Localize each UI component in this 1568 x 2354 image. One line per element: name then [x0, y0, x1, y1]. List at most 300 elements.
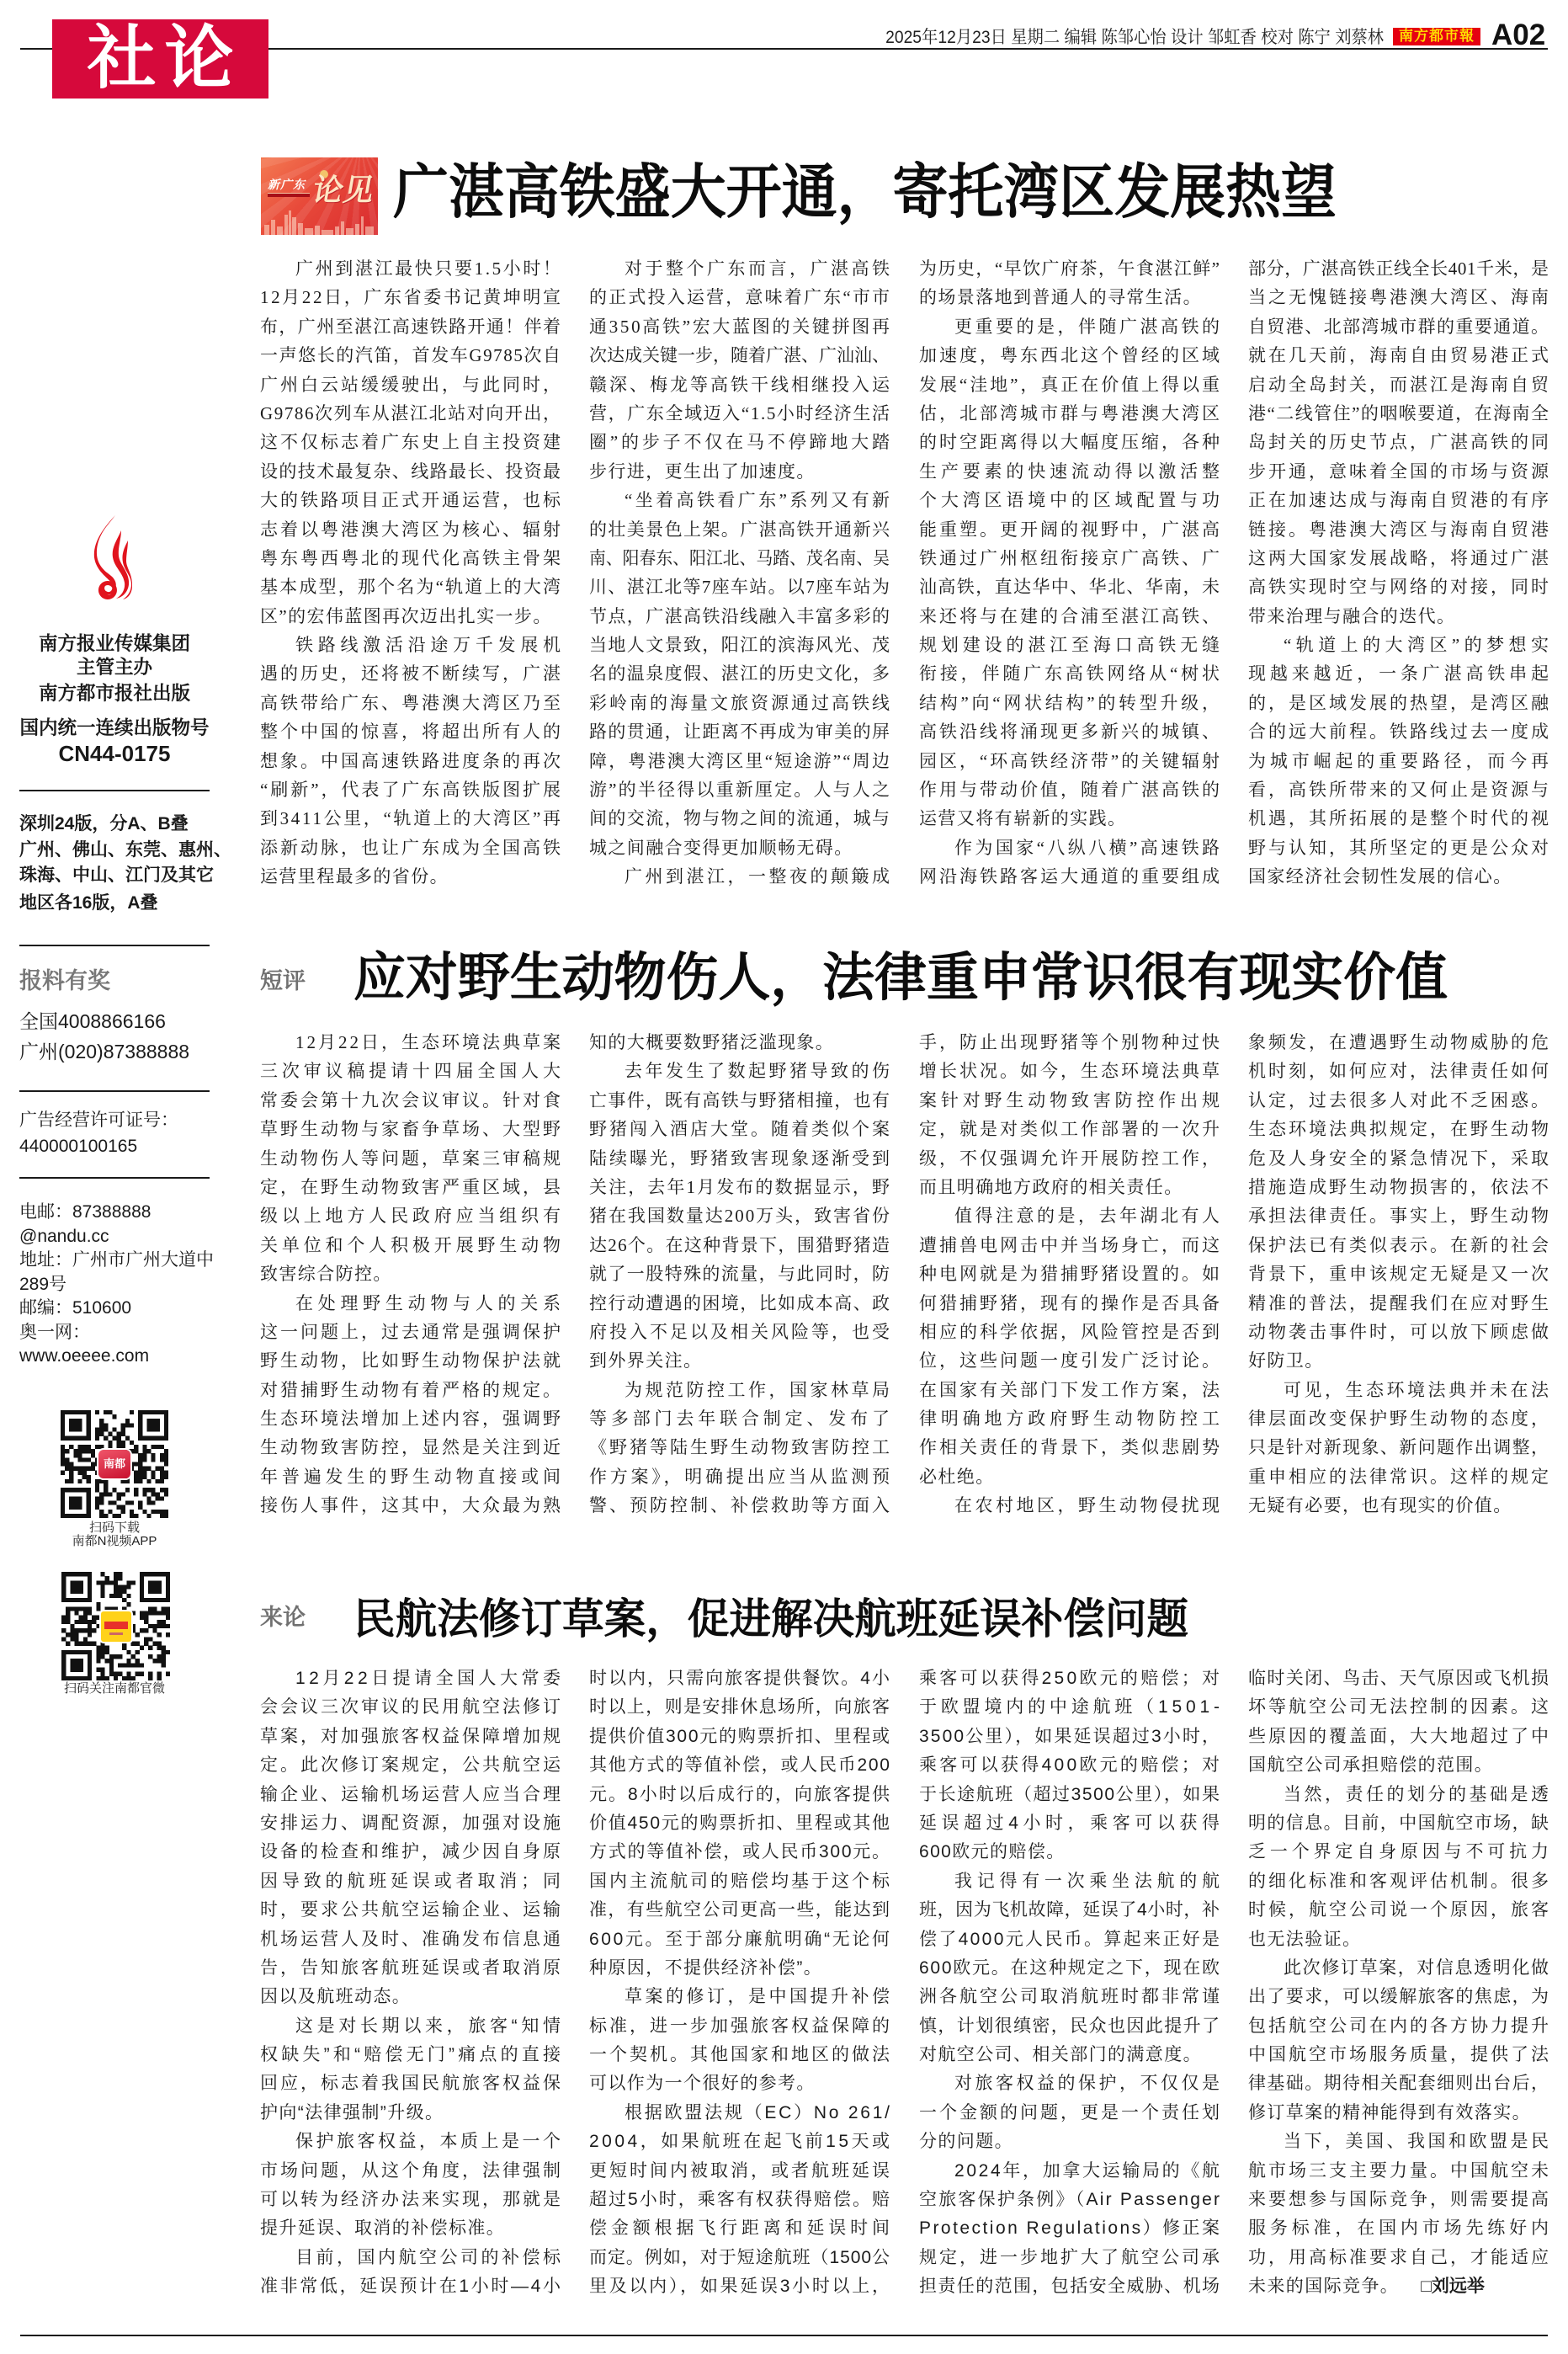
text-line: 间的交流，物与物之间的流通，城与 [589, 808, 891, 829]
text-line: 空旅客保护条例》（Air Passenger [919, 2190, 1222, 2210]
text-line: 标准，进一步加强旅客权益保障的 [589, 2016, 892, 2036]
text-line: 我记得有一次乘坐法航的航 [954, 1871, 1225, 1891]
text-line: 这一问题上，过去通常是强调保护 [260, 1321, 563, 1342]
text-line: 600欧元的赔偿。 [919, 1842, 1066, 1862]
publisher-line: 主管主办 [76, 657, 152, 678]
text-line: 律基础。期待相关配套细则出台后， [1248, 2074, 1550, 2094]
text-line: 时候，航空公司说一个原因，旅客 [1248, 1900, 1551, 1920]
text-line: 估，北部湾城市群与粤港澳大湾区 [919, 402, 1222, 423]
text-line: 来要想参与国际竞争，则需要提高 [1248, 2190, 1551, 2210]
text-line: 于长途航班（超过3500公里），如果 [919, 1784, 1221, 1804]
column-kicker: 短评 [260, 968, 306, 993]
text-line: 亡事件，既有高铁与野猪相撞，也有 [589, 1089, 891, 1110]
text-line: 12月22日提请全国人大常委 [295, 1669, 565, 1688]
column-kicker: 来论 [260, 1605, 306, 1630]
text-line: 相应的科学依据，风险管控是否到 [919, 1321, 1222, 1342]
text-line: 野猪闯入酒店大堂。随着类似个案 [589, 1119, 892, 1140]
text-line: 偿金额根据飞行距离和延误时间 [589, 2218, 894, 2239]
text-line: 的细化标准和客观评估机制。很多 [1248, 1871, 1551, 1891]
contact-email-domain[interactable]: @nandu.cc [19, 1226, 109, 1246]
text-line: 高铁沿线将涌现更多新兴的城镇、 [919, 722, 1222, 743]
tipline-national[interactable]: 全国4008866166 [19, 1010, 166, 1032]
text-line: 设的技术最复杂、线路最长、投资最 [260, 461, 562, 482]
text-line: 作为国家“八纵八横”高速铁路 [954, 837, 1223, 858]
text-line: 何猎捕野猪，现有的操作是否具备 [919, 1292, 1222, 1313]
text-line: 广州到湛江，一整夜的颠簸成 [625, 866, 893, 887]
text-line: 此次修订草案，对信息透明化做 [1284, 1957, 1550, 1978]
text-line: 运营又将有崭新的实践。 [919, 808, 1127, 829]
text-line: 其他方式的等值补偿，或人民币200 [589, 1755, 891, 1776]
text-line: “轨道上的大湾区”的梦想实 [1284, 635, 1554, 656]
text-line: 对于整个广东而言，广湛高铁 [625, 258, 893, 279]
nandu-weibo-icon [101, 1611, 131, 1642]
text-line: 准，有些航空公司更高一些，能达到 [589, 1900, 891, 1920]
text-line: 偿了4000元人民币。算起来正好是 [919, 1929, 1222, 1949]
text-line: 价值450元的购票折扣、里程或其他 [589, 1813, 891, 1833]
text-line: 航市场三支主要力量。中国航空未 [1248, 2160, 1551, 2181]
article-column [260, 1028, 566, 1521]
text-line: 些原因的覆盖面，大大地超过了中 [1248, 1726, 1551, 1746]
text-line: 定，在野生动物致害严重区域，县 [260, 1176, 563, 1197]
text-line: 城之间融合变得更加顺畅无碍。 [589, 837, 853, 858]
text-line: 关注，去年1月发布的数据显示，野 [589, 1176, 892, 1197]
article-column [919, 1028, 1224, 1521]
text-line: 权缺失”和“赔偿无门”痛点的直接 [260, 2045, 565, 2065]
text-line: 只是针对新现象、新问题作出调整， [1248, 1437, 1550, 1458]
text-line: 关单位和个人积极开展野生动物 [260, 1234, 565, 1255]
badge-ribbon-icon [268, 193, 310, 197]
text-line: 回应，标志着我国民航旅客权益保 [260, 2074, 563, 2094]
text-line: 看，高铁所带来的又何止是资源与 [1248, 780, 1551, 801]
contact-website-label: 奥一网： [19, 1322, 90, 1342]
text-line: “坐着高铁看广东”系列又有新 [625, 490, 893, 511]
text-line: 象频发，在遭遇野生动物威胁的危 [1248, 1032, 1551, 1052]
text-line: 赣深、梅龙等高铁干线相继投入运 [589, 374, 892, 395]
text-line: 彩岭南的海量文旅资源通过高铁线 [589, 692, 892, 713]
text-line: 节点，广湛高铁沿线融入丰富多彩的 [589, 605, 891, 626]
text-line: 2024年，加拿大运输局的《航 [954, 2160, 1222, 2181]
text-line: “刷新”，代表了广东高铁版图扩展 [260, 780, 563, 801]
text-line: 陆续曝光，野猪致害现象逐渐受到 [589, 1148, 892, 1169]
text-line: 生动物伤人等问题，草案三审稿规 [260, 1148, 563, 1169]
text-line: 背景下，重申该规定无疑是又一次 [1248, 1264, 1551, 1285]
sidebar-divider [19, 790, 210, 791]
article-column [1248, 1664, 1553, 2302]
ad-license-number: 440000100165 [19, 1137, 138, 1156]
text-line: 超过5小时，乘客有权获得赔偿。赔 [589, 2190, 892, 2210]
text-line: 大的铁路项目正式开通运营，也标 [260, 490, 563, 511]
text-line: 班，因为飞机故障，延误了4小时，补 [919, 1900, 1220, 1920]
text-line: 可见，生态环境法典并未在法 [1284, 1379, 1552, 1400]
text-line: 里及以内），如果延误3小时以上， [589, 2277, 892, 2297]
sidebar-divider [19, 1090, 210, 1092]
text-line: 提升延误、取消的补偿标准。 [260, 2218, 506, 2239]
text-line: 更重要的是，伴随广湛高铁的 [954, 316, 1223, 337]
tipline-title: 报料有奖 [19, 968, 110, 993]
article-title: 民航法修订草案，促进解决航班延误补偿问题 [353, 1595, 1188, 1643]
text-line: 会会议三次审议的民用航空法修订 [260, 1697, 563, 1718]
text-line: 级以上地方人民政府应当组织有 [260, 1206, 565, 1227]
text-line: 时，要求公共航空运输企业、运输 [260, 1900, 563, 1920]
text-line: 生态环境法增加上述内容，强调野 [260, 1409, 563, 1430]
text-line: 整个中国的惊喜，将超出所有人的 [260, 722, 563, 743]
text-line: 值得注意的是，去年湖北有人 [954, 1206, 1223, 1227]
edition-line: 地区各16版，A叠 [19, 893, 158, 913]
text-line: 修订草案的精神能得到有效落实。 [1248, 2102, 1531, 2122]
text-line: 知的大概要数野猪泛滥现象。 [589, 1032, 835, 1052]
text-line: 当下，美国、我国和欧盟是民 [1284, 2132, 1552, 2152]
text-line: 能重塑。更开阔的视野中，广湛高 [919, 519, 1222, 540]
text-line: 认定，过去很多人对此不乏困惑。 [1248, 1089, 1551, 1110]
text-line: 个大湾区语境中的区域配置与功 [919, 490, 1224, 511]
text-line: 定。此次修订案规定，公共航空运 [260, 1755, 563, 1776]
text-line: 在农村地区，野生动物侵扰现 [954, 1495, 1223, 1516]
text-line: 名的温泉度假、湛江的历史文化，多 [589, 663, 891, 684]
text-line: 分的问题。 [919, 2132, 1013, 2152]
text-line: 一声悠长的汽笛，首发车G9785次自 [260, 345, 562, 366]
article-title: 广湛高铁盛大开通，寄托湾区发展热望 [393, 159, 1337, 225]
article-title: 应对野生动物伤人，法律重申常识很有现实价值 [353, 949, 1448, 1007]
text-line: 接伤人事件，这其中，大众最为熟 [260, 1495, 563, 1516]
text-line: 对猎捕野生动物有着严格的规定。 [260, 1379, 563, 1400]
text-line: 延误超过4小时，乘客可以获得 [919, 1813, 1225, 1833]
text-line: 市场问题，从这个角度，法律强制 [260, 2160, 563, 2181]
text-line: 3500公里），如果延误超过3小时， [919, 1726, 1222, 1746]
text-line: 就了一股特殊的流量，与此同时，防 [589, 1264, 891, 1285]
text-line: 国航空公司承担赔偿的范围。 [1248, 1755, 1494, 1776]
qr-caption-line: 扫码关注南都官微 [63, 1681, 165, 1696]
text-line: 为历史，“早饮广府茶，午食湛江鲜” [919, 258, 1221, 279]
article-column [1248, 254, 1554, 892]
text-line: 在国家有关部门下发工作方案，法 [919, 1379, 1222, 1400]
text-line: 高铁实现时空与网络的对接，同时 [1248, 577, 1551, 598]
ad-license-label: 广告经营许可证号： [19, 1110, 178, 1130]
text-line: 铁通过广州枢纽衔接京广高铁、广 [919, 547, 1222, 568]
article-column [919, 254, 1224, 892]
text-line: 而定。例如，对于短途航班（1500公 [589, 2247, 890, 2267]
text-line: 这两大国家发展战略，将通过广湛 [1248, 547, 1551, 568]
text-line: 启动全岛封关，而湛江是海南自贸 [1248, 374, 1551, 395]
text-line: 措施造成野生动物损害的，依法不 [1248, 1176, 1551, 1197]
text-line: 结构”向“网状结构”的转型升级， [919, 692, 1223, 713]
paper-logo: 南方都市報 [1393, 28, 1480, 45]
text-line: G9786次列车从湛江北站对向开出， [260, 402, 562, 423]
text-line: 生产要素的快速流动得以激活整 [919, 461, 1224, 482]
text-line: 增长状况。如今，生态环境法典草 [919, 1061, 1222, 1082]
text-line: 案针对野生动物致害防控作出规 [919, 1089, 1224, 1110]
text-line: 链接。粤港澳大湾区与海南自贸港 [1248, 519, 1551, 540]
text-line: 明的信息。目前，中国航空市场，缺 [1248, 1813, 1550, 1833]
city-skyline-icon [261, 208, 378, 235]
edition-line: 广州、佛山、东莞、惠州、 [19, 840, 231, 860]
text-line: 律层面改变保护野生动物的态度， [1248, 1409, 1551, 1430]
qr-caption-weibo [19, 1682, 210, 1696]
text-line: 致害综合防控。 [260, 1264, 392, 1285]
text-line: 南、阳春东、阳江北、马踏、茂名南、吴 [589, 547, 890, 568]
text-line: 时以上，则是安排休息场所，向旅客 [589, 1697, 891, 1718]
text-line: 园区，“环高铁经济带”的关键辐射 [919, 750, 1222, 771]
text-line: 的，是区域发展的热望，是湾区融 [1248, 692, 1551, 713]
text-line: 国家经济社会韧性发展的信心。 [1248, 866, 1512, 887]
text-line: 而且明确地方政府的相关责任。 [919, 1176, 1183, 1197]
contact-website-link[interactable]: www.oeeee.com [19, 1346, 150, 1366]
tipline-guangzhou[interactable]: 广州(020)87388888 [19, 1041, 190, 1062]
text-line: 承担法律责任。事实上，野生动物 [1248, 1206, 1551, 1227]
text-line: 游”的半径得以重新厘定。人与人之 [589, 780, 892, 801]
text-line: 包括航空公司在内的各方协力提升 [1248, 2016, 1551, 2036]
text-line: 网沿海铁路客运大通道的重要组成 [919, 866, 1222, 887]
text-line: 部分，广湛高铁正线全长401千米，是 [1248, 258, 1549, 279]
text-line: 草案，对加强旅客权益保障增加规 [260, 1726, 563, 1746]
text-line: 乏一个界定自身原因与不可抗力 [1248, 1842, 1553, 1862]
text-line: 因以及航班动态。 [260, 1987, 412, 2007]
masthead-meta: 2025年12月23日 星期二 编辑 陈邹心怡 设计 邹虹香 校对 陈宁 刘蔡林 [885, 28, 1384, 47]
text-line: 种原因，不提供经济补偿”。 [589, 1957, 823, 1978]
text-line: 去年发生了数起野猪导致的伤 [625, 1061, 893, 1082]
text-line: 乘客可以获得250欧元的赔偿；对 [919, 1669, 1223, 1688]
badge-title: 论见 [310, 173, 377, 207]
text-line: 对航空公司、相关部门的满意度。 [919, 2045, 1202, 2065]
text-line: 根据欧盟法规（EC）No 261/ [625, 2102, 892, 2122]
badge-label: 新广东 [268, 178, 306, 191]
text-line: 机场运营人及时、准确发布信息通 [260, 1929, 563, 1949]
text-line: 合的远大前程。铁路线过去一度成 [1248, 722, 1551, 743]
text-line: 港“二线管住”的咽喉要道，在海南全 [1248, 402, 1550, 423]
text-line: 的时空距离得以大幅度压缩，各种 [919, 432, 1222, 453]
text-line: 障，粤港澳大湾区里“短途游”“周边 [589, 750, 892, 771]
text-line: 志着以粤港澳大湾区为核心、辐射 [260, 519, 563, 540]
text-line: 服务标准，在国内市场先练好内 [1248, 2218, 1553, 2239]
contact-email[interactable]: 电邮：87388888 [19, 1202, 151, 1222]
text-line: 路的贯通，让距离不再成为审美的屏 [589, 722, 891, 743]
text-line: 加速度，粤东西北这个曾经的区域 [919, 345, 1222, 366]
text-line: 等多部门去年联合制定、发布了 [589, 1409, 894, 1430]
text-line: 的壮美景色上架。广湛高铁开通新兴 [589, 519, 891, 540]
text-line: 输企业、运输机场运营人应当合理 [260, 1784, 563, 1804]
text-line: 精准的普法，提醒我们在应对野生 [1248, 1292, 1551, 1313]
text-line: 位，这些问题一度引发广泛讨论。 [919, 1350, 1222, 1371]
text-line: 时以内，只需向旅客提供餐饮。4小 [589, 1669, 892, 1688]
section-badge: 社论 [52, 19, 268, 99]
text-line: 当之无愧链接粤港澳大湾区、海南 [1248, 287, 1551, 308]
text-line: 危及人身安全的紧急情况下，采取 [1248, 1148, 1551, 1169]
text-line: 圈”的步子不仅在马不停蹄地大踏 [589, 432, 893, 453]
text-line: 好防卫。 [1248, 1350, 1324, 1371]
text-line: 发展“洼地”，真正在价值上得以重 [919, 374, 1222, 395]
xin-guangdong-lunjian-badge [261, 157, 378, 235]
text-line: 临时关闭、鸟击、天气原因或飞机损 [1248, 1669, 1550, 1688]
text-line: 定，就是对类似工作部署的一次升 [919, 1119, 1222, 1140]
text-line: 岛封关的历史节点，广湛高铁的同 [1248, 432, 1551, 453]
text-line: 担责任的范围，包括安全威胁、机场 [919, 2277, 1221, 2297]
text-line: 600元。至于部分廉航明确“无论何 [589, 1929, 892, 1949]
text-line: 生动物致害防控，显然是关注到近 [260, 1437, 563, 1458]
text-line: 功，用高标准要求自己，才能适应 [1248, 2247, 1551, 2267]
text-line: 野与认知，其所坚定的更是公众对 [1248, 837, 1551, 858]
text-line: 乘客可以获得400欧元的赔偿；对 [919, 1755, 1223, 1776]
text-line: 铁路线激活沿途万千发展机 [295, 635, 566, 656]
text-line: 安排运力、调配资源，加强对设施 [260, 1813, 563, 1833]
text-line: 遇的历史，还将被不断续写，广湛 [260, 663, 563, 684]
text-line: 广州到湛江最快只要1.5小时！ [295, 258, 563, 279]
article-column [589, 254, 893, 892]
text-line: 规划建设的湛江至海口高铁无缝 [919, 635, 1224, 656]
text-line: 自贸港、北部湾城市群的重要通道。 [1248, 316, 1550, 337]
text-line: 保护法已有类似表示。在新的社会 [1248, 1234, 1551, 1255]
text-line: 国内主流航司的赔偿均基于这个标 [589, 1871, 892, 1891]
text-line: 草案的修订，是中国提升补偿 [625, 1987, 893, 2007]
text-line: 机时刻，如何应对，法律责任如何 [1248, 1061, 1551, 1082]
serial-number: CN44-0175 [58, 741, 171, 766]
article-column [1248, 1028, 1552, 1521]
text-line: 动物袭击事件时，可以放下顾虑做 [1248, 1321, 1551, 1342]
text-line: 出了要求，可以缓解旅客的焦虑，为 [1248, 1987, 1550, 2007]
qr-code-app[interactable] [61, 1410, 168, 1518]
text-line: 的场景落地到普通人的寻常生活。 [919, 287, 1202, 308]
page-bottom-rule [20, 2335, 1548, 2336]
text-line: 常委会第十九次会议审议。针对食 [260, 1089, 563, 1110]
text-line: 无疑有必要，也有现实的价值。 [1248, 1495, 1512, 1516]
article-column [589, 1028, 894, 1521]
text-line: Protection Regulations）修正案 [919, 2218, 1222, 2239]
text-line: 元。8小时以后成行的，向旅客提供 [589, 1784, 892, 1804]
text-line: 中国航空市场服务质量，提供了法 [1248, 2045, 1551, 2065]
text-line: 高铁带给广东、粤港澳大湾区乃至 [260, 692, 563, 713]
text-line: 年普遍发生的野生动物直接或间 [260, 1466, 565, 1487]
text-line: 运营里程最多的省份。 [260, 866, 449, 887]
text-line: 这不仅标志着广东史上自主投资建 [260, 432, 563, 453]
text-line: 的正式投入运营，意味着广东“市市 [589, 287, 892, 308]
author-byline: □刘远举 [1421, 2277, 1485, 2297]
text-line: 带来治理与融合的迭代。 [1248, 605, 1456, 626]
text-line: 未来的国际竞争。 □刘远举 [1248, 2272, 1549, 2301]
text-line: 洲各航空公司取消航班时都非常谨 [919, 1987, 1222, 2007]
edition-line: 珠海、中山、江门及其它 [19, 865, 214, 885]
text-line: 草野生动物与家畜争草场、大型野 [260, 1119, 563, 1140]
publisher-line: 南方报业传媒集团 [38, 633, 190, 654]
text-line: 《野猪等陆生野生动物致害防控工 [589, 1437, 892, 1458]
contact-postcode: 邮编：510600 [19, 1298, 132, 1318]
text-line: 基本成型，那个名为“轨道上的大湾 [260, 577, 563, 598]
qr-caption-line: 扫码下载 [88, 1521, 140, 1535]
text-line: 必杜绝。 [919, 1466, 995, 1487]
text-line: 更短时间内被取消，或者航班延误 [589, 2160, 892, 2181]
text-line: 到外界关注。 [589, 1350, 703, 1371]
text-line: 步开通，意味着全国的市场与资源 [1248, 461, 1551, 482]
text-line: 2004，如果航班在起飞前15天或 [589, 2132, 893, 2152]
qr-caption-app [19, 1521, 210, 1548]
text-line: 就在几天前，海南自由贸易港正式 [1248, 345, 1551, 366]
text-line: 作用与带动价值，随着广湛高铁的 [919, 780, 1222, 801]
text-line: 府投入不足以及相关风险等，也受 [589, 1321, 892, 1342]
text-line: 12月22日，生态环境法典草案 [295, 1032, 563, 1052]
text-line: 于欧盟境内的中途航班（1501- [919, 1697, 1224, 1718]
article-column [919, 1664, 1225, 2302]
text-line: 机遇，其所拓展的是整个时代的视 [1248, 808, 1551, 829]
text-line: 设备的检查和维护，减少因自身原 [260, 1842, 563, 1862]
contact-address: 地址：广州市广州大道中 [19, 1250, 214, 1270]
text-line: 步行进，更生出了加速度。 [589, 461, 816, 482]
text-line: 级，不仅强调允许开展防控工作， [919, 1148, 1222, 1169]
text-line: 遭捕兽电网击中并当场身亡，而这 [919, 1234, 1222, 1255]
text-line: 正在加速达成与海南自贸港的有序 [1248, 490, 1551, 511]
text-line: 添新动脉，也让广东成为全国高铁 [260, 837, 563, 858]
text-line: 坏等航空公司无法控制的因素。这 [1248, 1697, 1551, 1718]
flame-logo-icon [93, 515, 132, 600]
text-line: 12月22日，广东省委书记黄坤明宣 [260, 287, 563, 308]
sidebar-divider [19, 1177, 210, 1179]
article-column [589, 1664, 894, 2302]
text-line: 粤东粤西粤北的现代化高铁主骨架 [260, 547, 563, 568]
text-line: 为规范防控工作，国家林草局 [625, 1379, 893, 1400]
text-line: 保护旅客权益，本质上是一个 [295, 2132, 564, 2152]
text-line: 汕高铁，直达华中、华北、华南，未 [919, 577, 1221, 598]
page-number: A02 [1491, 19, 1546, 51]
text-line: 护向“法律强制”升级。 [260, 2102, 444, 2122]
publisher-line: 南方都市报社出版 [38, 683, 190, 704]
qr-code-weibo[interactable] [61, 1572, 170, 1680]
text-line: 律明确地方政府野生动物防控工 [919, 1409, 1224, 1430]
text-line: 种电网就是为猎捕野猪设置的。如 [919, 1264, 1222, 1285]
text-line: 控行动遭遇的困境，比如成本高、政 [589, 1292, 891, 1313]
text-line: 三次审议稿提请十四届全国人大 [260, 1061, 565, 1082]
text-line: 当地人文景致，阳江的滨海风光、茂 [589, 635, 891, 656]
text-line: 达26个。在这种背景下，围猎野猪造 [589, 1234, 891, 1255]
contact-block [19, 1201, 214, 1369]
text-line: 生态环境法典拟规定，在野生动物 [1248, 1119, 1551, 1140]
contact-address-number: 289号 [19, 1274, 67, 1294]
text-line: 慎，计划很缜密，民众也因此提升了 [919, 2016, 1221, 2036]
edition-line: 深圳24版，分A、B叠 [19, 814, 189, 833]
text-line: 猪在我国数量达200万头，致害省份 [589, 1206, 891, 1227]
text-line: 来还将与在建的合浦至湛江高铁、 [919, 605, 1222, 626]
text-line: 营，广东全域迈入“1.5小时经济生活 [589, 402, 891, 423]
text-line: 一个金额的问题，更是一个责任划 [919, 2102, 1222, 2122]
serial-label: 国内统一连续出版物号 [19, 717, 210, 738]
article-column [260, 254, 566, 892]
text-line: 可以作为一个很好的参考。 [589, 2074, 816, 2094]
text-line: 当然，责任的划分的基础是透 [1284, 1784, 1552, 1804]
text-line: 次达成关键一步，随着广湛、广汕汕、 [589, 345, 890, 366]
sidebar-divider [19, 945, 210, 946]
text-line: 提供价值300元的购票折扣、里程或 [589, 1726, 891, 1746]
nandu-video-app-icon: 南都 [98, 1450, 130, 1478]
text-line: 想象。中国高速铁路进度条的再次 [260, 750, 563, 771]
text-line: 告，告知旅客航班延误或者取消原 [260, 1957, 563, 1978]
text-line: 广州白云站缓缓驶出，与此同时， [260, 374, 563, 395]
text-line: 作相关责任的背景下，类似悲剧势 [919, 1437, 1222, 1458]
text-line: 手，防止出现野猪等个别物种过快 [919, 1032, 1222, 1052]
text-line: 衔接，伴随广东高铁网络从“树状 [919, 663, 1223, 684]
text-line: 因导致的航班延误或者取消；同 [260, 1871, 565, 1891]
text-line: 到3411公里，“轨道上的大湾区”再 [260, 808, 563, 829]
text-line: 准非常低，延误预计在1小时—4小 [260, 2277, 563, 2297]
text-line: 600欧元。在这种规定之下，现在欧 [919, 1957, 1221, 1978]
text-line: 方式的等值补偿，或人民币300元。 [589, 1842, 891, 1862]
text-line: 目前，国内航空公司的补偿标 [295, 2247, 564, 2267]
text-line: 区”的宏伟蓝图再次迈出扎实一步。 [260, 605, 552, 626]
text-line: 这是对长期以来，旅客“知情 [295, 2016, 565, 2036]
text-line: 对旅客权益的保护，不仅仅是 [954, 2074, 1223, 2094]
text-line: 现越来越近，一条广湛高铁串起 [1248, 663, 1553, 684]
article-column [260, 1664, 565, 2302]
text-line: 重申相应的法律常识。这样的规定 [1248, 1466, 1551, 1487]
text-line: 可以转为经济办法来实现，那就是 [260, 2190, 563, 2210]
text-line: 野生动物，比如野生动物保护法就 [260, 1350, 563, 1371]
text-line: 也无法验证。 [1248, 1929, 1362, 1949]
text-line: 一个契机。其他国家和地区的做法 [589, 2045, 892, 2065]
text-line: 作方案》，明确提出应当从监测预 [589, 1466, 893, 1487]
